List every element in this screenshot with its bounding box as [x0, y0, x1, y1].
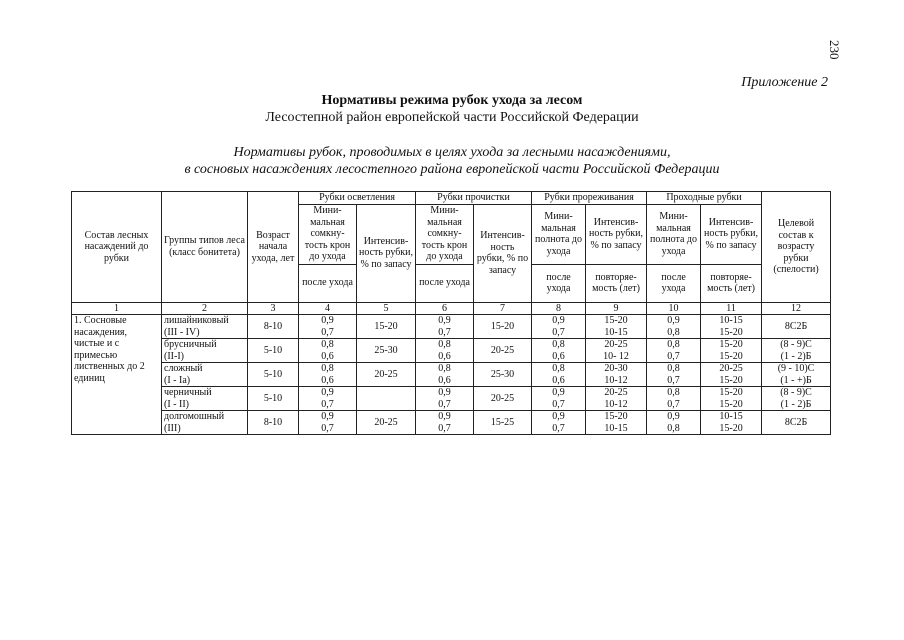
intensity-repeat-thinning-cell	[586, 363, 647, 387]
cell-line: 0,6	[438, 350, 451, 362]
min-density-passing-cell	[647, 411, 701, 435]
header-after-care-lighting: после ухода	[299, 264, 357, 302]
start-age-cell: 5-10	[248, 339, 299, 363]
cell-line: 0,6	[552, 374, 565, 386]
cell-line: 0,9	[552, 315, 565, 326]
min-closure-cleaning-cell	[416, 339, 474, 363]
column-number: 12	[762, 302, 831, 315]
cell-line: (III)	[164, 422, 181, 434]
cell-line: 8С2Б	[784, 320, 808, 332]
intensity-repeat-thinning-cell	[586, 315, 647, 339]
header-min-density-thinning: Мини-мальная полнота до ухода	[532, 204, 586, 264]
cell-line: (9 - 10)С	[777, 363, 815, 374]
cell-line: 15-20	[719, 326, 743, 338]
min-density-thinning-cell	[532, 363, 586, 387]
cell-line: 0,6	[552, 350, 565, 362]
cell-line: 0,7	[438, 398, 451, 410]
forest-type-cell	[162, 339, 248, 363]
cell-line: 15-20	[719, 398, 743, 410]
min-density-passing-cell	[647, 339, 701, 363]
intensity-repeat-passing-cell	[701, 339, 762, 363]
cell-line: 0,9	[667, 411, 680, 422]
header-after-care-passing: после ухода	[647, 264, 701, 302]
intensity-lighting-cell: 20-25	[357, 363, 416, 387]
cell-line: сложный	[164, 363, 203, 374]
table-body	[72, 315, 831, 435]
header-intensity-cleaning: Интенсив-ность рубки, % по запасу	[474, 204, 532, 302]
column-number: 5	[357, 302, 416, 315]
start-age-cell: 5-10	[248, 387, 299, 411]
composition-cell: 1. Сосновые насаждения, чистые и с примесью лиственных до 2 единиц	[72, 315, 162, 435]
header-min-closure-lighting: Мини-мальная сомкну-тость крон до ухода	[299, 204, 357, 264]
cell-line: 0,9	[552, 411, 565, 422]
cell-line: 0,8	[552, 363, 565, 374]
cell-line: 0,9	[667, 315, 680, 326]
cell-line: 10-15	[719, 315, 743, 326]
cell-line: брусничный	[164, 339, 217, 350]
cell-line: 0,9	[321, 315, 334, 326]
intensity-repeat-passing-cell	[701, 363, 762, 387]
cell-line: 0,9	[552, 387, 565, 398]
cell-line: 0,8	[667, 339, 680, 350]
header-lighting-cuttings: Рубки осветления	[299, 192, 416, 205]
header-forest-type-groups: Группы типов леса (класс бонитета)	[162, 192, 248, 303]
header-cleaning-cuttings: Рубки прочистки	[416, 192, 532, 205]
target-composition-cell	[762, 387, 831, 411]
cell-line: (8 - 9)С	[780, 339, 812, 350]
target-composition-cell	[762, 315, 831, 339]
forest-type-cell	[162, 387, 248, 411]
column-number: 2	[162, 302, 248, 315]
forest-type-cell	[162, 411, 248, 435]
cell-line: (1 - +)Б	[780, 374, 812, 386]
cell-line: 10-12	[604, 398, 628, 410]
forest-type-cell	[162, 315, 248, 339]
header-intensity-thinning: Интенсив-ность рубки, % по запасу	[586, 204, 647, 264]
cell-line: 15-20	[604, 411, 628, 422]
cell-line: 0,8	[667, 363, 680, 374]
start-age-cell: 8-10	[248, 411, 299, 435]
forest-type-cell	[162, 363, 248, 387]
intensity-lighting-cell: 15-20	[357, 315, 416, 339]
min-closure-lighting-cell	[299, 363, 357, 387]
intensity-lighting-cell: 25-30	[357, 339, 416, 363]
cell-line: 0,6	[321, 350, 334, 362]
cell-line: (8 - 9)С	[780, 387, 812, 398]
intensity-cleaning-cell: 20-25	[474, 339, 532, 363]
min-closure-lighting-cell	[299, 411, 357, 435]
intensity-lighting-cell	[357, 387, 416, 411]
cell-line: (1 - 2)Б	[780, 398, 812, 410]
cell-line: 10-15	[604, 326, 628, 338]
page-number: 230	[827, 40, 842, 60]
intensity-repeat-thinning-cell	[586, 387, 647, 411]
cell-line: 0,9	[438, 411, 451, 422]
header-repeat-thinning: повторяе-мость (лет)	[586, 264, 647, 302]
cell-line: 10- 12	[603, 350, 629, 362]
column-number-row	[72, 302, 831, 315]
column-number: 4	[299, 302, 357, 315]
cell-line: (I - Ia)	[164, 374, 191, 386]
cell-line: (III - IV)	[164, 326, 200, 338]
header-target-composition: Целевой состав к возрасту рубки (спелости)	[762, 192, 831, 303]
intensity-repeat-passing-cell	[701, 411, 762, 435]
intensity-repeat-passing-cell	[701, 387, 762, 411]
cell-line: 0,7	[667, 350, 680, 362]
min-density-thinning-cell	[532, 387, 586, 411]
header-intensity-passing: Интенсив-ность рубки, % по запасу	[701, 204, 762, 264]
cell-line: 8С2Б	[784, 416, 808, 428]
intensity-cleaning-cell: 15-20	[474, 315, 532, 339]
cell-line: 15-20	[719, 339, 743, 350]
cell-line: 0,9	[438, 315, 451, 326]
min-density-passing-cell	[647, 387, 701, 411]
min-closure-cleaning-cell	[416, 363, 474, 387]
cell-line: 0,8	[552, 339, 565, 350]
table-row	[72, 363, 831, 387]
cell-line: 20-25	[604, 339, 628, 350]
cell-line: 0,6	[321, 374, 334, 386]
min-density-passing-cell	[647, 363, 701, 387]
min-closure-lighting-cell	[299, 387, 357, 411]
table-row	[72, 387, 831, 411]
min-density-thinning-cell	[532, 411, 586, 435]
cell-line: 0,7	[667, 398, 680, 410]
target-composition-cell	[762, 339, 831, 363]
intensity-repeat-passing-cell	[701, 315, 762, 339]
cell-line: 0,8	[667, 422, 680, 434]
cell-line: 0,7	[321, 398, 334, 410]
intensity-repeat-thinning-cell	[586, 339, 647, 363]
header-row-1	[72, 192, 831, 205]
column-number: 8	[532, 302, 586, 315]
cell-line: 0,8	[321, 339, 334, 350]
intensity-cleaning-cell: 20-25	[474, 387, 532, 411]
table-caption-line-1: Нормативы рубок, проводимых в целях ухода за лесными насаждениями,	[233, 145, 671, 160]
cell-line: лишайниковый	[164, 315, 229, 326]
min-closure-cleaning-cell	[416, 411, 474, 435]
intensity-cleaning-cell: 25-30	[474, 363, 532, 387]
cell-line: 10-12	[604, 374, 628, 386]
target-composition-cell	[762, 363, 831, 387]
cell-line: 0,6	[438, 374, 451, 386]
cell-line: (II-I)	[164, 350, 184, 362]
column-number: 7	[474, 302, 532, 315]
cell-line: 0,7	[552, 422, 565, 434]
document-title: Нормативы режима рубок ухода за лесом	[321, 93, 583, 108]
column-number: 1	[72, 302, 162, 315]
header-repeat-passing: повторяе-мость (лет)	[701, 264, 762, 302]
cell-line: 0,7	[321, 326, 334, 338]
cell-line: 0,9	[321, 387, 334, 398]
start-age-cell: 5-10	[248, 363, 299, 387]
header-thinning-cuttings: Рубки прореживания	[532, 192, 647, 205]
start-age-cell: 8-10	[248, 315, 299, 339]
column-number: 10	[647, 302, 701, 315]
cell-line: 10-15	[604, 422, 628, 434]
min-density-passing-cell	[647, 315, 701, 339]
intensity-cleaning-cell: 15-25	[474, 411, 532, 435]
min-closure-cleaning-cell	[416, 387, 474, 411]
cell-line: 0,8	[321, 363, 334, 374]
table-caption-line-2: в сосновых насаждениях лесостепного района европейской части Российской Федерации	[184, 162, 720, 177]
cell-line: 0,7	[552, 398, 565, 410]
header-min-density-passing: Мини-мальная полнота до ухода	[647, 204, 701, 264]
header-composition: Состав лесных насаждений до рубки	[72, 192, 162, 303]
cell-line: долгомошный	[164, 411, 225, 422]
document-subtitle: Лесостепной район европейской части Российской Федерации	[265, 110, 639, 125]
cell-line: 0,7	[552, 326, 565, 338]
cell-line: 15-20	[604, 315, 628, 326]
table-row	[72, 315, 831, 339]
min-density-thinning-cell	[532, 339, 586, 363]
table-row	[72, 339, 831, 363]
cell-line: 20-25	[719, 363, 743, 374]
cell-line: 0,8	[667, 387, 680, 398]
intensity-repeat-thinning-cell	[586, 411, 647, 435]
intensity-lighting-cell: 20-25	[357, 411, 416, 435]
min-density-thinning-cell	[532, 315, 586, 339]
cell-line: 0,8	[667, 326, 680, 338]
header-start-age: Возраст начала ухода, лет	[248, 192, 299, 303]
cell-line: 0,8	[438, 339, 451, 350]
cell-line: 0,7	[667, 374, 680, 386]
cell-line: 0,7	[438, 422, 451, 434]
cell-line: 15-20	[719, 387, 743, 398]
column-number: 11	[701, 302, 762, 315]
cell-line: 20-25	[604, 387, 628, 398]
header-after-care-cleaning: после ухода	[416, 264, 474, 302]
target-composition-cell	[762, 411, 831, 435]
cell-line: 0,9	[321, 411, 334, 422]
appendix-label: Приложение 2	[741, 75, 828, 90]
header-after-care-thinning: после ухода	[532, 264, 586, 302]
header-passing-cuttings: Проходные рубки	[647, 192, 762, 205]
min-closure-lighting-cell	[299, 339, 357, 363]
header-min-closure-cleaning: Мини-мальная сомкну-тость крон до ухода	[416, 204, 474, 264]
cell-line: (I - II)	[164, 398, 189, 410]
cell-line: 0,7	[321, 422, 334, 434]
header-intensity-lighting: Интенсив-ность рубки, % по запасу	[357, 204, 416, 302]
cell-line: черничный	[164, 387, 212, 398]
cell-line: 0,9	[438, 387, 451, 398]
column-number: 3	[248, 302, 299, 315]
column-number: 9	[586, 302, 647, 315]
cell-line: 0,8	[438, 363, 451, 374]
norms-table	[71, 191, 831, 435]
min-closure-lighting-cell	[299, 315, 357, 339]
column-number: 6	[416, 302, 474, 315]
min-closure-cleaning-cell	[416, 315, 474, 339]
table-row	[72, 411, 831, 435]
cell-line: (1 - 2)Б	[780, 350, 812, 362]
cell-line: 15-20	[719, 422, 743, 434]
cell-line: 15-20	[719, 374, 743, 386]
cell-line: 10-15	[719, 411, 743, 422]
cell-line: 15-20	[719, 350, 743, 362]
cell-line: 0,7	[438, 326, 451, 338]
cell-line: 20-30	[604, 363, 628, 374]
